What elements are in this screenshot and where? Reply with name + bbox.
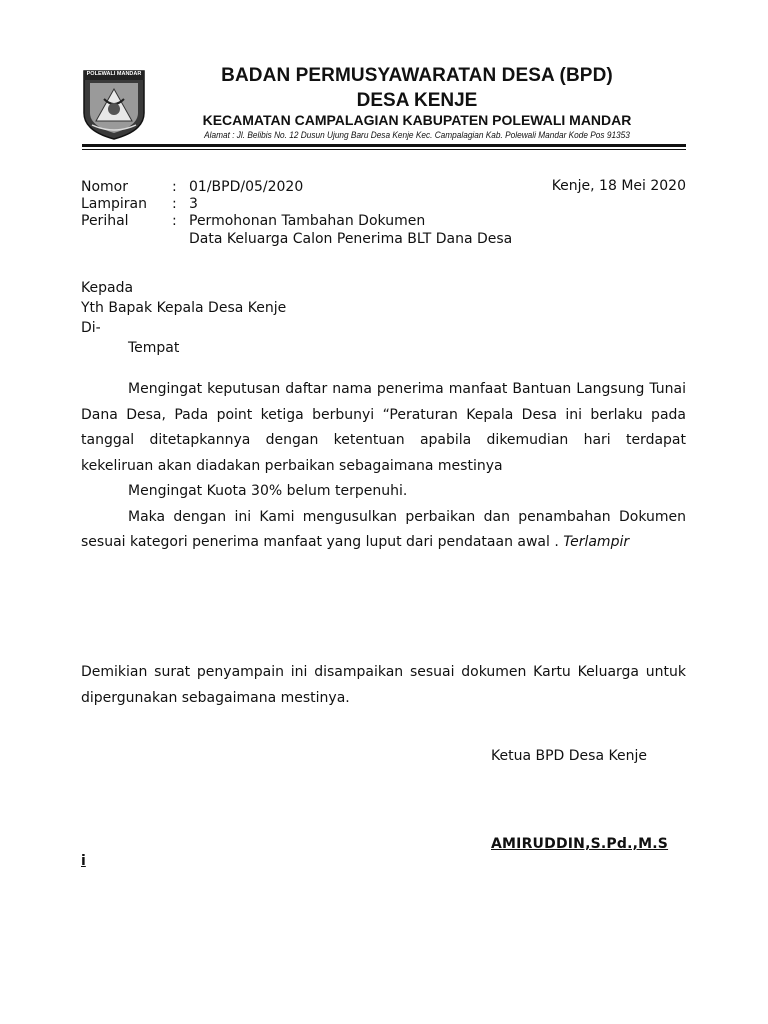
signature-name: AMIRUDDIN,S.Pd.,M.S [491, 836, 669, 852]
body-paragraph-1: Mengingat keputusan daftar nama penerima manfaat Bantuan Langsung Tunai Dana Desa, Pada point ketiga berbunyi “Peraturan Kepala Desa ini berlaku pada tanggal ditetapkannya dengan ketentuan apabila dikemudian hari terdapat kekeliruan akan diadakan perbaikan sebagaimana mestinya [81, 381, 686, 474]
lampiran-value: 3 [189, 196, 198, 212]
perihal-colon: : [172, 213, 177, 229]
letter-date: Kenje, 18 Mei 2020 [551, 178, 686, 194]
recipient-line-2: Yth Bapak Kepala Desa Kenje [81, 300, 287, 316]
recipient-line-4: Tempat [128, 340, 180, 356]
letterhead-rule-thick [82, 144, 686, 147]
nomor-label: Nomor [81, 179, 128, 195]
regency-emblem-logo [82, 69, 146, 141]
letterhead-title-3: KECAMATAN CAMPALAGIAN KABUPATEN POLEWALI MANDAR [202, 112, 632, 128]
perihal-value-line1: Permohonan Tambahan Dokumen [189, 213, 426, 229]
nomor-colon: : [172, 179, 177, 195]
logo-text: POLEWALI MANDAR [86, 71, 142, 77]
signature-title: Ketua BPD Desa Kenje [491, 748, 647, 764]
recipient-line-1: Kepada [81, 280, 134, 296]
body-paragraph-2: Mengingat Kuota 30% belum terpenuhi. [128, 483, 408, 499]
body-paragraph-3-italic: Terlampir [563, 534, 630, 550]
perihal-label: Perihal [81, 213, 129, 229]
letterhead-address: Alamat : Jl. Belibis No. 12 Dusun Ujung Baru Desa Kenje Kec. Campalagian Kab. Polewali Mandar Kode Pos 91353 [204, 130, 630, 140]
body-paragraph-3 [81, 505, 686, 556]
letterhead-rule-thin [82, 149, 686, 150]
nomor-value: 01/BPD/05/2020 [189, 179, 304, 195]
closing-paragraph: Demikian surat penyampain ini disampaikan sesuai dokumen Kartu Keluarga untuk dipergunakan sebagaimana mestinya. [81, 664, 686, 706]
lampiran-label: Lampiran [81, 196, 148, 212]
letter-body [81, 377, 686, 556]
lampiran-colon: : [172, 196, 177, 212]
body-paragraph-3-text: Maka dengan ini Kami mengusulkan perbaikan dan penambahan Dokumen sesuai kategori penerima manfaat yang luput dari pendataan awal . [81, 508, 686, 550]
letterhead-title-1: BADAN PERMUSYAWARATAN DESA (BPD) [221, 65, 613, 86]
perihal-value-line2: Data Keluarga Calon Penerima BLT Dana Desa [189, 231, 513, 247]
recipient-line-3: Di- [81, 320, 101, 336]
letterhead-title-2: DESA KENJE [356, 90, 478, 111]
signature-name-wrap: i [81, 853, 86, 869]
